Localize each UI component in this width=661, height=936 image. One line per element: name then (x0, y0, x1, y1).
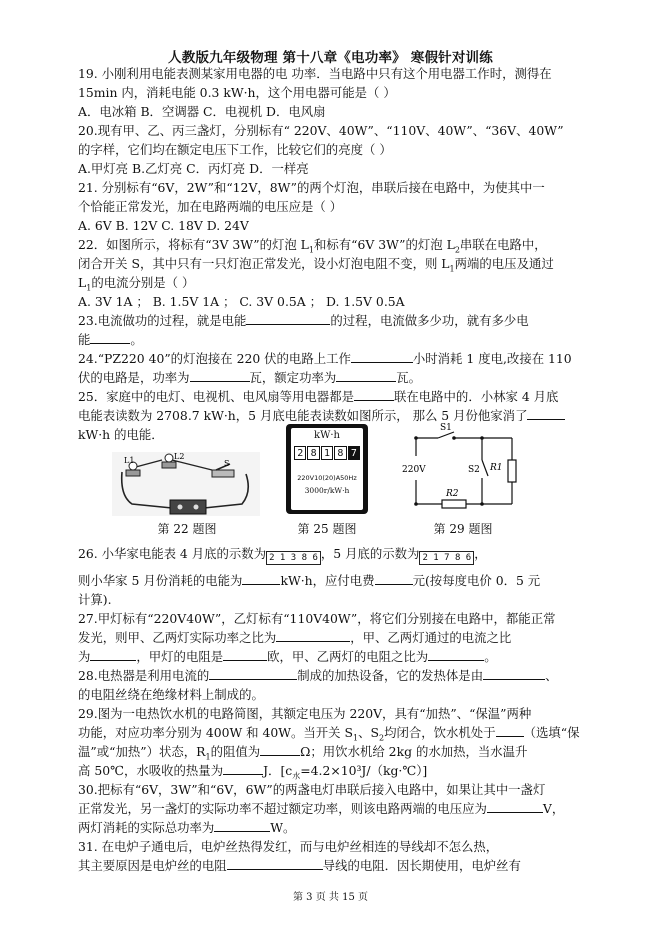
q24-line1: 24.“PZ220 40”的灯泡接在 220 伏的电路上工作 小时消耗 1 度电,改接在 110 (78, 351, 572, 366)
answer-blank[interactable] (354, 387, 394, 401)
q28-line1: 28.电热器是利用电流的 制成的加热设备，它的发热体是由 、 (78, 668, 558, 683)
label-l1: L1 (124, 456, 135, 465)
q26-line3: 计算). (78, 592, 112, 607)
answer-blank[interactable] (209, 666, 297, 680)
page-footer: 第 3 页 共 15 页 (293, 892, 368, 903)
q26-line1: 26. 小华家电能表 4 月底的示数为 2 1 3 8 6 ，5 月底的示数为 2 1 7 8 6 ， (78, 546, 487, 563)
q27-line3: 为 ，甲灯的电阻是 欧，甲、乙两灯的电阻之比为 。 (78, 649, 497, 664)
meter-digit: 2 (294, 446, 306, 460)
answer-blank[interactable] (90, 330, 130, 344)
answer-blank[interactable] (375, 571, 413, 585)
answer-blank[interactable] (190, 368, 250, 382)
label-s: S (224, 459, 230, 468)
q23-line1: 23.电流做功的过程，就是电能 的过程，电流做多少功，就有多少电 (78, 313, 529, 328)
q27-line2: 发光，则甲、乙两灯实际功率之比为 ，甲、乙两灯通过的电流之比 (78, 630, 512, 645)
q23-line2: 能 。 (78, 332, 143, 347)
q22-options: A. 3V 1A ； B. 1.5V 1A ； C. 3V 0.5A ； D. 1.5V 0.5A (78, 294, 405, 309)
meter-digit: 8 (307, 446, 319, 460)
label-s1: S1 (440, 423, 452, 433)
q29-line2: 功能，对应功率分别为 400W 和 40W。当开关 $S_1$、$S_2$均闭合，饮水机处于 （选填“保 (78, 725, 580, 743)
q29-line4: 高 50℃，水吸收的热量为 J．$[c_水=4.2\times 10^3J/(kg\cdot℃)]$ (78, 763, 428, 781)
label-220v: 220V (402, 465, 426, 475)
q21-options: A. 6V B. 12V C. 18V D. 24V (78, 218, 249, 233)
q26-line2: 则小华家 5 月份消耗的电能为 kW·h，应付电费 元(按每度电价 0．5 元 (78, 573, 541, 588)
meter-reading-april: 2 1 3 8 6 (266, 551, 321, 565)
caption-fig22: 第 22 题图 (157, 522, 217, 536)
q22-line1: 22．如图所示，将标有“3V 3W”的灯泡 $L_1$和标有“6V 3W”的灯泡 $L_2$串联在电路中， (78, 237, 547, 255)
meter-digit-decimal: 7 (348, 446, 360, 460)
answer-blank[interactable] (276, 628, 350, 642)
q20-options: A.甲灯亮 B.乙灯亮 C．丙灯亮 D．一样亮 (78, 161, 309, 176)
meter-digit: 8 (334, 446, 346, 460)
answer-blank[interactable] (483, 666, 545, 680)
q30-line2: 正常发光，另一盏灯的实际功率不超过额定功率，则该电路两端的电压应为 V， (78, 801, 565, 816)
caption-fig29: 第 29 题图 (433, 522, 493, 536)
caption-fig25: 第 25 题图 (297, 522, 357, 536)
label-s2: S2 (468, 465, 480, 475)
figure-25-meter (286, 424, 368, 514)
answer-blank[interactable] (336, 368, 396, 382)
q30-line3: 两灯消耗的实际总功率为 W。 (78, 820, 296, 835)
q19-options: A．电冰箱 B．空调器 C．电视机 D．电风扇 (78, 104, 326, 119)
q22-line2: 闭合开关 S，其中只有一只灯泡正常发光，设小灯泡电阻不变，则 $L_1$两端的电压及通过 (78, 256, 554, 274)
meter-revs: 3000r/kW·h (304, 486, 350, 495)
q19-line1: 19. 小刚利用电能表测某家用电器的电 功率．当电路中只有这个用电器工作时，测得在 (78, 66, 552, 81)
answer-blank[interactable] (428, 647, 484, 661)
label-r1: R1 (490, 463, 503, 473)
label-l2: L2 (174, 452, 185, 461)
q25-line1: 25．家庭中的电灯、电视机、电风扇等用电器都是 联在电路中的．小林家 4 月底 (78, 389, 559, 404)
label-r2: R2 (446, 489, 459, 499)
q27-line1: 27.甲灯标有“220V40W”，乙灯标有“110V40W”，将它们分别接在电路中，都能正常 (78, 611, 556, 626)
answer-blank[interactable] (351, 349, 413, 363)
q25-line2: 电能表读数为 2708.7 kW·h，5 月底电能表读数如图所示， 那么 5 月份他家消了 (78, 406, 593, 425)
answer-blank[interactable] (223, 647, 267, 661)
answer-blank[interactable] (90, 647, 136, 661)
q29-line1: 29.图为一电热饮水机的电路简图，其额定电压为 220V，具有“加热”、“保温”两种 (78, 706, 532, 721)
answer-blank[interactable] (487, 799, 543, 813)
q31-line2: 其主要原因是电炉丝的电阻 导线的电阻．因长期使用，电炉丝有 (78, 858, 521, 873)
meter-digits (294, 446, 360, 460)
q19-line2: 15min 内，消耗电能 0.3 kW·h，这个用电器可能是（ ） (78, 85, 396, 100)
meter-spec: 220V10(20)A50Hz (297, 474, 357, 482)
q20-line1: 20.现有甲、乙、丙三盏灯，分别标有“ 220V、40W”、“110V、40W”、“36V、40W” (78, 123, 564, 138)
answer-blank[interactable] (242, 571, 280, 585)
q28-line2: 的电阻丝绕在绝缘材料上制成的。 (78, 687, 264, 702)
answer-blank[interactable] (527, 406, 565, 420)
meter-digit: 1 (321, 446, 333, 460)
q21-line2: 个恰能正常发光，加在电路两端的电压应是（ ） (78, 199, 343, 214)
page-title: 人教版九年级物理 第十八章《电功率》 寒假针对训练 (168, 50, 493, 66)
answer-blank[interactable] (223, 761, 263, 775)
answer-blank[interactable] (227, 856, 323, 870)
q31-line1: 31. 在电炉子通电后，电炉丝热得发红，而与电炉丝相连的导线却不怎么热， (78, 839, 499, 854)
q24-line2: 伏的电路是，功率为 瓦，额定功率为 瓦。 (78, 370, 422, 385)
q30-line1: 30.把标有“6V，3W”和“6V，6W”的两盏电灯串联后接入电路中，如果让其中一盏灯 (78, 782, 546, 797)
q25-line3: kW·h 的电能． (78, 427, 164, 442)
q22-line3: $L_1$的电流分别是（ ） (78, 275, 195, 293)
answer-blank[interactable] (246, 311, 330, 325)
figure-29-schematic (402, 420, 522, 516)
answer-blank[interactable] (496, 723, 524, 737)
q29-line3: 温”或“加热”）状态，$R_1$的阻值为 Ω；用饮水机给 2kg 的水加热，当水温升 (78, 744, 528, 762)
meter-reading-may: 2 1 7 8 6 (419, 551, 474, 565)
meter-unit: kW·h (314, 430, 340, 441)
answer-blank[interactable] (214, 818, 270, 832)
q21-line1: 21. 分别标有“6V，2W”和“12V，8W”的两个灯泡，串联后接在电路中，为使其中一 (78, 180, 545, 195)
answer-blank[interactable] (260, 742, 300, 756)
q20-line2: 的字样，它们均在额定电压下工作，比较它们的亮度（ ） (78, 142, 392, 157)
figure-22-circuit (112, 452, 260, 516)
